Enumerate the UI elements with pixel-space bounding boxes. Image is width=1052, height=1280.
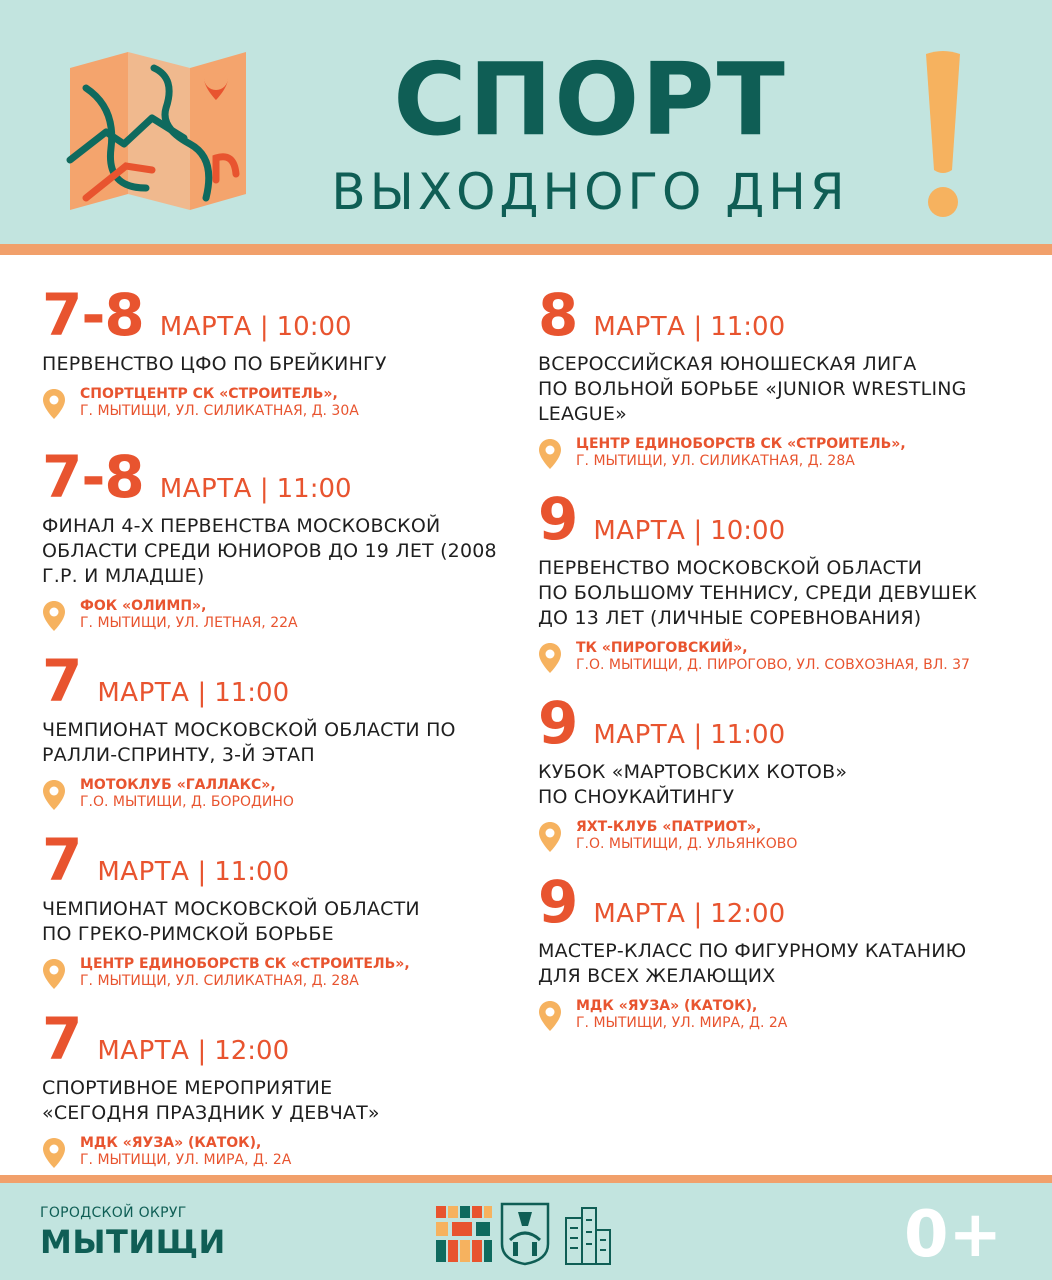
event-time: 10:00 [710, 516, 786, 546]
event-location [42, 956, 512, 990]
place-address: Г. МЫТИЩИ, УЛ. ЛЕТНАЯ, 22А [80, 615, 298, 631]
event-location [42, 386, 512, 420]
event-date-line [42, 648, 512, 714]
event-location [538, 640, 1008, 674]
event-day: 7-8 [42, 443, 144, 511]
event-title-line: ДО 13 ЛЕТ (ЛИЧНЫЕ СОРЕВНОВАНИЯ) [538, 607, 922, 629]
city-district-label: ГОРОДСКОЙ ОКРУГ [40, 1205, 187, 1221]
event-location [42, 1135, 512, 1169]
map-icon [66, 48, 248, 214]
event-month: МАРТА [593, 516, 686, 546]
separator: | [259, 474, 269, 504]
event-month: МАРТА [97, 1036, 190, 1066]
event-card [538, 869, 1008, 1039]
separator: | [197, 678, 207, 708]
location-pin-icon [538, 821, 562, 853]
place-name: МДК «ЯУЗА» (КАТОК), [576, 998, 758, 1014]
place-address: Г. МЫТИЩИ, УЛ. СИЛИКАТНАЯ, Д. 30А [80, 403, 359, 419]
event-title-line: КУБОК «МАРТОВСКИХ КОТОВ» [538, 761, 848, 783]
exclamation-icon [918, 48, 968, 220]
location-pin-icon [538, 438, 562, 470]
event-title-line: ПЕРВЕНСТВО МОСКОВСКОЙ ОБЛАСТИ [538, 557, 923, 579]
event-month: МАРТА [593, 899, 686, 929]
location-pin-icon [42, 600, 66, 632]
event-location [42, 777, 512, 811]
location-pin-icon [42, 1137, 66, 1169]
event-day: 7 [42, 647, 82, 715]
event-day: 7 [42, 826, 82, 894]
place-address: Г.О. МЫТИЩИ, Д. БОРОДИНО [80, 794, 294, 810]
event-card [42, 444, 512, 648]
event-title-line: ПО ГРЕКО-РИМСКОЙ БОРЬБЕ [42, 923, 334, 945]
event-card [42, 282, 512, 444]
event-card [42, 648, 512, 827]
separator: | [693, 312, 703, 342]
page-subtitle: ВЫХОДНОГО ДНЯ [331, 163, 849, 221]
event-month: МАРТА [159, 474, 252, 504]
event-title-line: LEAGUE» [538, 403, 627, 425]
separator: | [197, 1036, 207, 1066]
event-day: 7 [42, 1005, 82, 1073]
event-time: 12:00 [710, 899, 786, 929]
event-day: 7-8 [42, 281, 144, 349]
event-month: МАРТА [593, 720, 686, 750]
location-pin-icon [42, 958, 66, 990]
city-name: МЫТИЩИ [40, 1223, 226, 1261]
city-logos [434, 1200, 614, 1266]
event-location [538, 819, 1008, 853]
event-month: МАРТА [97, 678, 190, 708]
event-card [538, 486, 1008, 690]
event-title-line: Г.Р. И МЛАДШЕ) [42, 565, 205, 587]
event-date-line [42, 827, 512, 893]
event-title-line: МАСТЕР-КЛАСС ПО ФИГУРНОМУ КАТАНИЮ [538, 940, 967, 962]
event-time: 11:00 [276, 474, 352, 504]
place-address: Г. МЫТИЩИ, УЛ. МИРА, Д. 2А [576, 1015, 788, 1031]
event-title-line: ЧЕМПИОНАТ МОСКОВСКОЙ ОБЛАСТИ [42, 898, 420, 920]
place-name: ЦЕНТР ЕДИНОБОРСТВ СК «СТРОИТЕЛЬ», [80, 956, 410, 972]
location-pin-icon [42, 779, 66, 811]
event-title-line: ОБЛАСТИ СРЕДИ ЮНИОРОВ ДО 19 ЛЕТ (2008 [42, 540, 497, 562]
event-title [42, 514, 512, 589]
event-title-line: ЧЕМПИОНАТ МОСКОВСКОЙ ОБЛАСТИ ПО [42, 719, 456, 741]
event-title [42, 897, 512, 947]
event-title [538, 556, 1008, 631]
event-title [42, 1076, 512, 1126]
event-title-line: ФИНАЛ 4-Х ПЕРВЕНСТВА МОСКОВСКОЙ [42, 515, 441, 537]
place-address: Г. МЫТИЩИ, УЛ. СИЛИКАТНАЯ, Д. 28А [80, 973, 359, 989]
event-date-line [538, 690, 1008, 756]
place-name: ЦЕНТР ЕДИНОБОРСТВ СК «СТРОИТЕЛЬ», [576, 436, 906, 452]
place-name: ТК «ПИРОГОВСКИЙ», [576, 640, 748, 656]
event-time: 11:00 [710, 312, 786, 342]
place-address: Г.О. МЫТИЩИ, Д. УЛЬЯНКОВО [576, 836, 798, 852]
events-column-left [42, 282, 512, 1176]
event-card [42, 827, 512, 1006]
place-name: ФОК «ОЛИМП», [80, 598, 207, 614]
event-card [538, 282, 1008, 486]
event-title-line: ДЛЯ ВСЕХ ЖЕЛАЮЩИХ [538, 965, 776, 987]
event-location [538, 436, 1008, 470]
place-name: МОТОКЛУБ «ГАЛЛАКС», [80, 777, 276, 793]
event-date-line [538, 282, 1008, 348]
event-day: 9 [538, 689, 578, 757]
event-location [538, 998, 1008, 1032]
age-rating: 0+ [904, 1198, 1003, 1272]
separator: | [693, 720, 703, 750]
event-title-line: «СЕГОДНЯ ПРАЗДНИК У ДЕВЧАТ» [42, 1102, 380, 1124]
event-title-line: ПО ВОЛЬНОЙ БОРЬБЕ «JUNIOR WRESTLING [538, 378, 967, 400]
event-month: МАРТА [159, 312, 252, 342]
event-card [42, 1006, 512, 1176]
place-address: Г.О. МЫТИЩИ, Д. ПИРОГОВО, УЛ. СОВХОЗНАЯ, ВЛ. 37 [576, 657, 970, 673]
place-address: Г. МЫТИЩИ, УЛ. МИРА, Д. 2А [80, 1152, 292, 1168]
location-pin-icon [538, 1000, 562, 1032]
event-title-line: ПО СНОУКАЙТИНГУ [538, 786, 735, 808]
event-location [42, 598, 512, 632]
location-pin-icon [42, 388, 66, 420]
event-day: 9 [538, 868, 578, 936]
place-address: Г. МЫТИЩИ, УЛ. СИЛИКАТНАЯ, Д. 28А [576, 453, 855, 469]
event-title-line: СПОРТИВНОЕ МЕРОПРИЯТИЕ [42, 1077, 333, 1099]
event-title [538, 760, 1008, 810]
event-time: 11:00 [710, 720, 786, 750]
event-title-line: РАЛЛИ-СПРИНТУ, 3-Й ЭТАП [42, 744, 315, 766]
place-name: ЯХТ-КЛУБ «ПАТРИОТ», [576, 819, 762, 835]
event-title-line: ПЕРВЕНСТВО ЦФО ПО БРЕЙКИНГУ [42, 353, 387, 375]
location-pin-icon [538, 642, 562, 674]
event-title [538, 939, 1008, 989]
event-date-line [538, 869, 1008, 935]
event-date-line [42, 444, 512, 510]
separator: | [197, 857, 207, 887]
event-title [42, 352, 512, 377]
event-month: МАРТА [593, 312, 686, 342]
event-date-line [42, 282, 512, 348]
event-date-line [538, 486, 1008, 552]
separator: | [693, 516, 703, 546]
place-name: СПОРТЦЕНТР СК «СТРОИТЕЛЬ», [80, 386, 338, 402]
event-title [42, 718, 512, 768]
separator: | [259, 312, 269, 342]
event-time: 10:00 [276, 312, 352, 342]
separator: | [693, 899, 703, 929]
event-title [538, 352, 1008, 427]
event-time: 11:00 [214, 678, 290, 708]
footer-divider [0, 1175, 1052, 1183]
event-card [538, 690, 1008, 869]
event-day: 9 [538, 485, 578, 553]
page-title: СПОРТ [393, 41, 787, 158]
event-date-line [42, 1006, 512, 1072]
event-title-line: ВСЕРОССИЙСКАЯ ЮНОШЕСКАЯ ЛИГА [538, 353, 917, 375]
event-month: МАРТА [97, 857, 190, 887]
event-day: 8 [538, 281, 578, 349]
place-name: МДК «ЯУЗА» (КАТОК), [80, 1135, 262, 1151]
event-time: 12:00 [214, 1036, 290, 1066]
event-title-line: ПО БОЛЬШОМУ ТЕННИСУ, СРЕДИ ДЕВУШЕК [538, 582, 978, 604]
header-divider [0, 244, 1052, 255]
event-time: 11:00 [214, 857, 290, 887]
events-column-right [538, 282, 1008, 1039]
